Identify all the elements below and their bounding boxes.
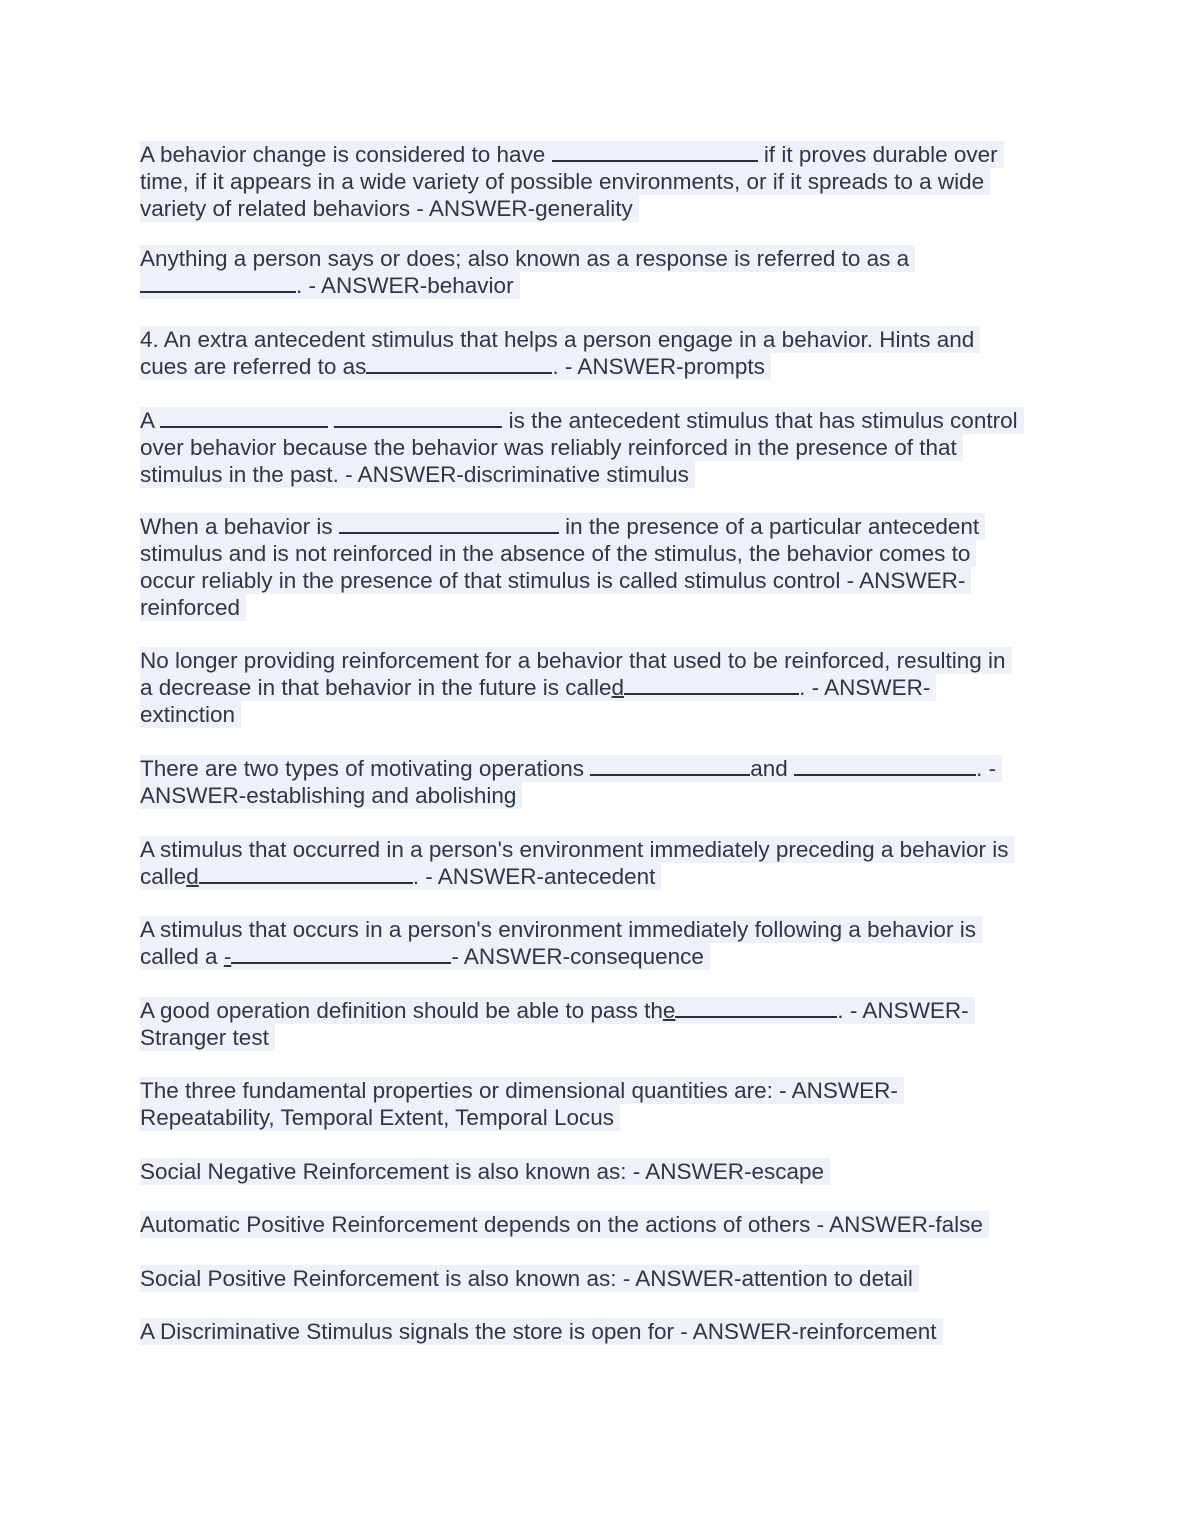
text-line: variety of related behaviors - ANSWER-generality (140, 195, 639, 222)
text-line: The three fundamental properties or dimensional quantities are: - ANSWER- (140, 1077, 904, 1104)
question-13 (140, 1211, 989, 1238)
text-line: When a behavior is in the presence of a particular antecedent (140, 513, 985, 540)
answer-blank (199, 863, 413, 884)
answer-blank (140, 272, 296, 293)
question-4 (140, 407, 1024, 488)
question-6 (140, 647, 1012, 728)
text-line: over behavior because the behavior was reliably reinforced in the presence of that (140, 434, 963, 461)
text-line: called . - ANSWER-antecedent (140, 863, 661, 890)
question-12 (140, 1158, 830, 1185)
answer-blank (160, 407, 328, 428)
text-line: stimulus in the past. - ANSWER-discriminative stimulus (140, 461, 695, 488)
text-line: a decrease in that behavior in the future is called . - ANSWER- (140, 674, 936, 701)
text-line: A stimulus that occurred in a person's environment immediately preceding a behavior is (140, 836, 1014, 863)
text-line: reinforced (140, 594, 246, 621)
text-line: Automatic Positive Reinforcement depends on the actions of others - ANSWER-false (140, 1211, 989, 1238)
text-line: Anything a person says or does; also known as a response is referred to as a (140, 245, 915, 272)
answer-blank (334, 407, 502, 428)
text-line: No longer providing reinforcement for a behavior that used to be reinforced, resulting in (140, 647, 1012, 674)
answer-blank (552, 141, 758, 162)
text-line: A behavior change is considered to have if it proves durable over (140, 141, 1004, 168)
question-2 (140, 245, 915, 299)
text-line: Social Negative Reinforcement is also known as: - ANSWER-escape (140, 1158, 830, 1185)
question-14 (140, 1265, 919, 1292)
answer-blank (675, 997, 837, 1018)
text-line: 4. An extra antecedent stimulus that helps a person engage in a behavior. Hints and (140, 326, 980, 353)
question-15 (140, 1318, 943, 1345)
answer-blank (366, 353, 552, 374)
question-1 (140, 141, 1004, 222)
text-line: cues are referred to as . - ANSWER-prompts (140, 353, 771, 380)
question-9 (140, 916, 982, 970)
text-line: time, if it appears in a wide variety of possible environments, or if it spreads to a wide (140, 168, 990, 195)
answer-blank (794, 755, 976, 776)
question-11 (140, 1077, 904, 1131)
text-line: extinction (140, 701, 241, 728)
question-10 (140, 997, 975, 1051)
answer-blank (231, 943, 451, 964)
text-line: ANSWER-establishing and abolishing (140, 782, 522, 809)
question-5 (140, 513, 985, 621)
text-line: Repeatability, Temporal Extent, Temporal Locus (140, 1104, 620, 1131)
answer-blank (590, 755, 750, 776)
text-line: called a - - ANSWER-consequence (140, 943, 710, 970)
answer-blank (339, 513, 559, 534)
text-line: Stranger test (140, 1024, 275, 1051)
text-line: A Discriminative Stimulus signals the store is open for - ANSWER-reinforcement (140, 1318, 943, 1345)
text-line: A good operation definition should be able to pass the . - ANSWER- (140, 997, 975, 1024)
text-line: A stimulus that occurs in a person's environment immediately following a behavior is (140, 916, 982, 943)
question-7 (140, 755, 1002, 809)
question-3 (140, 326, 980, 380)
text-line: occur reliably in the presence of that stimulus is called stimulus control - ANSWER- (140, 567, 971, 594)
text-line: There are two types of motivating operations and . - (140, 755, 1002, 782)
text-line: . - ANSWER-behavior (140, 272, 520, 299)
answer-blank (624, 674, 799, 695)
text-line: stimulus and is not reinforced in the absence of the stimulus, the behavior comes to (140, 540, 976, 567)
text-line: Social Positive Reinforcement is also known as: - ANSWER-attention to detail (140, 1265, 919, 1292)
text-line: A is the antecedent stimulus that has stimulus control (140, 407, 1024, 434)
question-8 (140, 836, 1014, 890)
